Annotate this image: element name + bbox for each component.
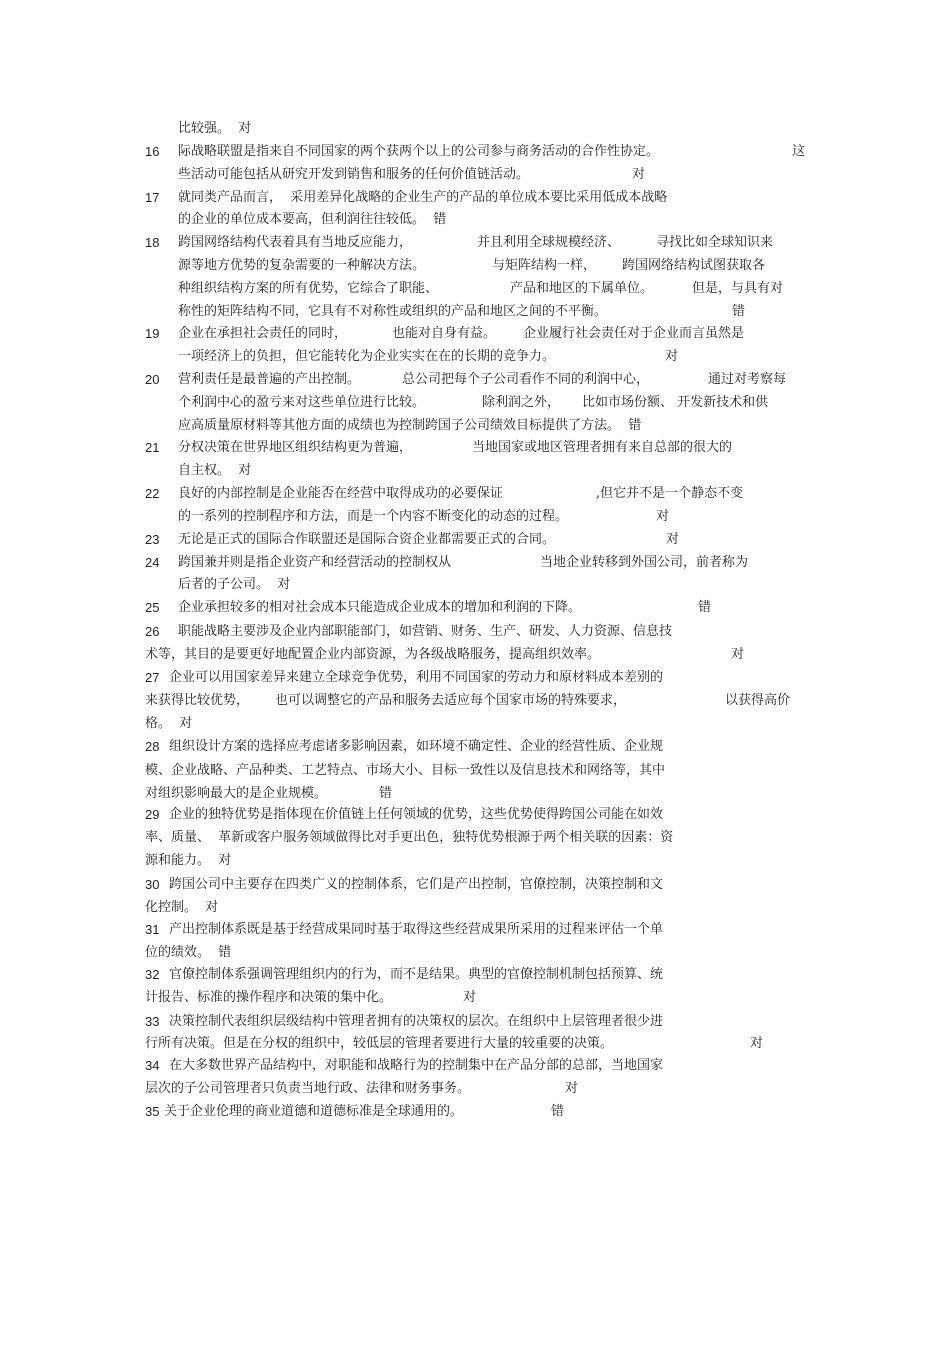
text-line: 际战略联盟是指来自不同国家的两个获两个以上的公司参与商务活动的合作性协定。 — [178, 144, 660, 159]
answer-mark: 对 — [665, 349, 679, 364]
answer-mark: 对 — [750, 1036, 764, 1051]
text-line: 自主权。 对 — [178, 463, 252, 478]
text-line: 组织设计方案的选择应考虑诸多影响因素，如环境不确定性、企业的经营性质、企业规 — [169, 739, 664, 754]
text-line: 企业在承担社会责任的同时， — [178, 326, 348, 341]
text-line: 一项经济上的负担，但它能转化为企业实实在在的长期的竞争力。 — [178, 349, 556, 364]
item-number: 23 — [145, 532, 160, 547]
text-line: 术等，其目的是要更好地配置企业内部资源，为各级战略服务，提高组织效率。 — [145, 647, 601, 662]
text-line: 当地企业转移到外国公司，前者称为 — [540, 555, 749, 570]
text-line: 称性的矩阵结构不同，它具有不对称性或组织的产品和地区之间的不平衡。 — [178, 304, 608, 319]
item-number: 17 — [145, 190, 160, 205]
answer-mark: 错 — [551, 1104, 565, 1119]
answer-mark: 错 — [698, 600, 712, 615]
text-line: 比如市场份额、 开发新技术和供 — [582, 395, 769, 410]
text-line: 也可以调整它的产品和服务去适应每个国家市场的特殊要求， — [275, 693, 627, 708]
item-number: 20 — [145, 372, 160, 387]
text-line: 模、企业战略、产品种类、工艺特点、市场大小、目标一致性以及信息技术和网络等，其中 — [145, 763, 666, 778]
text-line: 跨国网络结构试图获取各 — [622, 258, 766, 273]
answer-mark: 对 — [656, 509, 670, 524]
text-line: 跨国兼并则是指企业资产和经营活动的控制权从 — [178, 555, 452, 570]
text-line: 格。 对 — [145, 716, 193, 731]
text-line: 源等地方优势的复杂需要的一种解决方法。 — [178, 258, 426, 273]
text-line: 决策控制代表组织层级结构中管理者拥有的决策权的层次。在组织中上层管理者很少进 — [169, 1014, 664, 1029]
text-line: 层次的子公司管理者只负责当地行政、法律和财务事务。 — [145, 1081, 471, 1096]
text-line: 产品和地区的下属单位。 — [510, 281, 654, 296]
text-line: 也能对自身有益。 — [392, 326, 497, 341]
text-line: 种组织结构方案的所有优势，它综合了职能、 — [178, 281, 439, 296]
text-line: 总公司把每个子公司看作不同的利润中心， — [402, 372, 650, 387]
text-line: 营利责任是最普遍的产出控制。 — [178, 372, 361, 387]
text-line: 的企业的单位成本要高，但利润往往较低。 错 — [178, 212, 447, 227]
text-line: 并且利用全球规模经济、 — [477, 235, 621, 250]
item-number: 24 — [145, 555, 160, 570]
text-line: 企业承担较多的相对社会成本只能造成企业成本的增加和利润的下降。 — [178, 600, 582, 615]
answer-mark: 错 — [379, 786, 393, 801]
item-number: 16 — [145, 144, 160, 159]
text-line: 但是，与具有对 — [692, 281, 784, 296]
text-line: 在大多数世界产品结构中，对职能和战略行为的控制集中在产品分部的总部，当地国家 — [169, 1058, 664, 1073]
text-line: 无论是正式的国际合作联盟还是国际合资企业都需要正式的合同。 — [178, 532, 556, 547]
text-line: 通过对考察每 — [708, 372, 787, 387]
text-line: 源和能力。 对 — [145, 853, 232, 868]
item-number: 28 — [145, 739, 160, 754]
item-number: 18 — [145, 235, 160, 250]
text-line: 当地国家或地区管理者拥有来自总部的很大的 — [472, 440, 733, 455]
text-line: 分权决策在世界地区组织结构更为普遍， — [178, 440, 413, 455]
text-line: ,但它并不是一个静态不变 — [596, 486, 744, 501]
text-line: 些活动可能包括从研究开发到销售和服务的任何价值链活动。 — [178, 167, 530, 182]
text-line: 与矩阵结构一样， — [492, 258, 597, 273]
text-line: 除利润之外， — [482, 395, 561, 410]
text-line: 关于企业伦理的商业道德和道德标准是全球通用的。 — [164, 1104, 464, 1119]
item-number: 31 — [145, 922, 160, 937]
item-number: 22 — [145, 486, 160, 501]
text-line: 化控制。 对 — [145, 900, 219, 915]
item-number: 26 — [145, 624, 160, 639]
item-number: 33 — [145, 1014, 160, 1029]
text-line: 后者的子公司。 对 — [178, 577, 291, 592]
answer-mark: 对 — [463, 990, 477, 1005]
text-line: 比较强。 对 — [178, 121, 252, 136]
text-line: 官僚控制体系强调管理组织内的行为，而不是结果。典型的官僚控制机制包括预算、统 — [169, 967, 664, 982]
item-number: 32 — [145, 967, 160, 982]
text-line: 个利润中心的盈亏来对这些单位进行比较。 — [178, 395, 426, 410]
text-line: 对组织影响最大的是企业规模。 — [145, 786, 328, 801]
text-line: 率、质量、 革新或客户服务领域做得比对手更出色，独特优势根源于两个相关联的因素：资 — [145, 830, 674, 845]
text-line: 就同类产品而言， 采用差异化战略的企业生产的产品的单位成本要比采用低成本战略 — [178, 190, 668, 205]
text-line: 的一系列的控制程序和方法，而是一个内容不断变化的动态的过程。 — [178, 509, 569, 524]
item-number: 19 — [145, 326, 160, 341]
text-line: 来获得比较优势， — [145, 693, 250, 708]
item-number: 30 — [145, 877, 160, 892]
item-number: 25 — [145, 600, 160, 615]
text-line: 寻找比如全球知识来 — [656, 235, 774, 250]
answer-mark: 对 — [731, 647, 745, 662]
item-number: 21 — [145, 440, 160, 455]
text-line: 企业可以用国家差异来建立全球竞争优势，利用不同国家的劳动力和原材料成本差别的 — [169, 670, 664, 685]
text-line: 位的绩效。 错 — [145, 945, 232, 960]
text-line: 职能战略主要涉及企业内部职能部门，如营销、财务、生产、研发、人力资源、信息技 — [178, 624, 673, 639]
text-line: 跨国公司中主要存在四类广义的控制体系，它们是产出控制，官僚控制，决策控制和文 — [169, 877, 664, 892]
text-line: 应高质量原材料等其他方面的成绩也为控制跨国子公司绩效目标提供了方法。 错 — [178, 418, 642, 433]
text-line: 跨国网络结构代表着具有当地反应能力， — [178, 235, 413, 250]
text-line: 企业履行社会责任对于企业而言虽然是 — [523, 326, 745, 341]
text-line: 行所有决策。但是在分权的组织中，较低层的管理者要进行大量的较重要的决策。 — [145, 1036, 614, 1051]
text-line: 计报告、标准的操作程序和决策的集中化。 — [145, 990, 393, 1005]
text-line: 这 — [792, 144, 806, 159]
text-line: 企业的独特优势是指体现在价值链上任何领域的优势，这些优势使得跨国公司能在如效 — [169, 807, 664, 822]
answer-mark: 错 — [732, 304, 746, 319]
answer-mark: 对 — [632, 167, 646, 182]
text-line: 产出控制体系既是基于经营成果同时基于取得这些经营成果所采用的过程来评估一个单 — [169, 922, 664, 937]
item-number: 34 — [145, 1058, 160, 1073]
text-line: 良好的内部控制是企业能否在经营中取得成功的必要保证 — [178, 486, 504, 501]
answer-mark: 对 — [666, 532, 680, 547]
item-number: 29 — [145, 807, 160, 822]
item-number: 35 — [145, 1104, 160, 1119]
answer-mark: 对 — [565, 1081, 579, 1096]
text-line: 以获得高价 — [725, 693, 791, 708]
item-number: 27 — [145, 670, 160, 685]
